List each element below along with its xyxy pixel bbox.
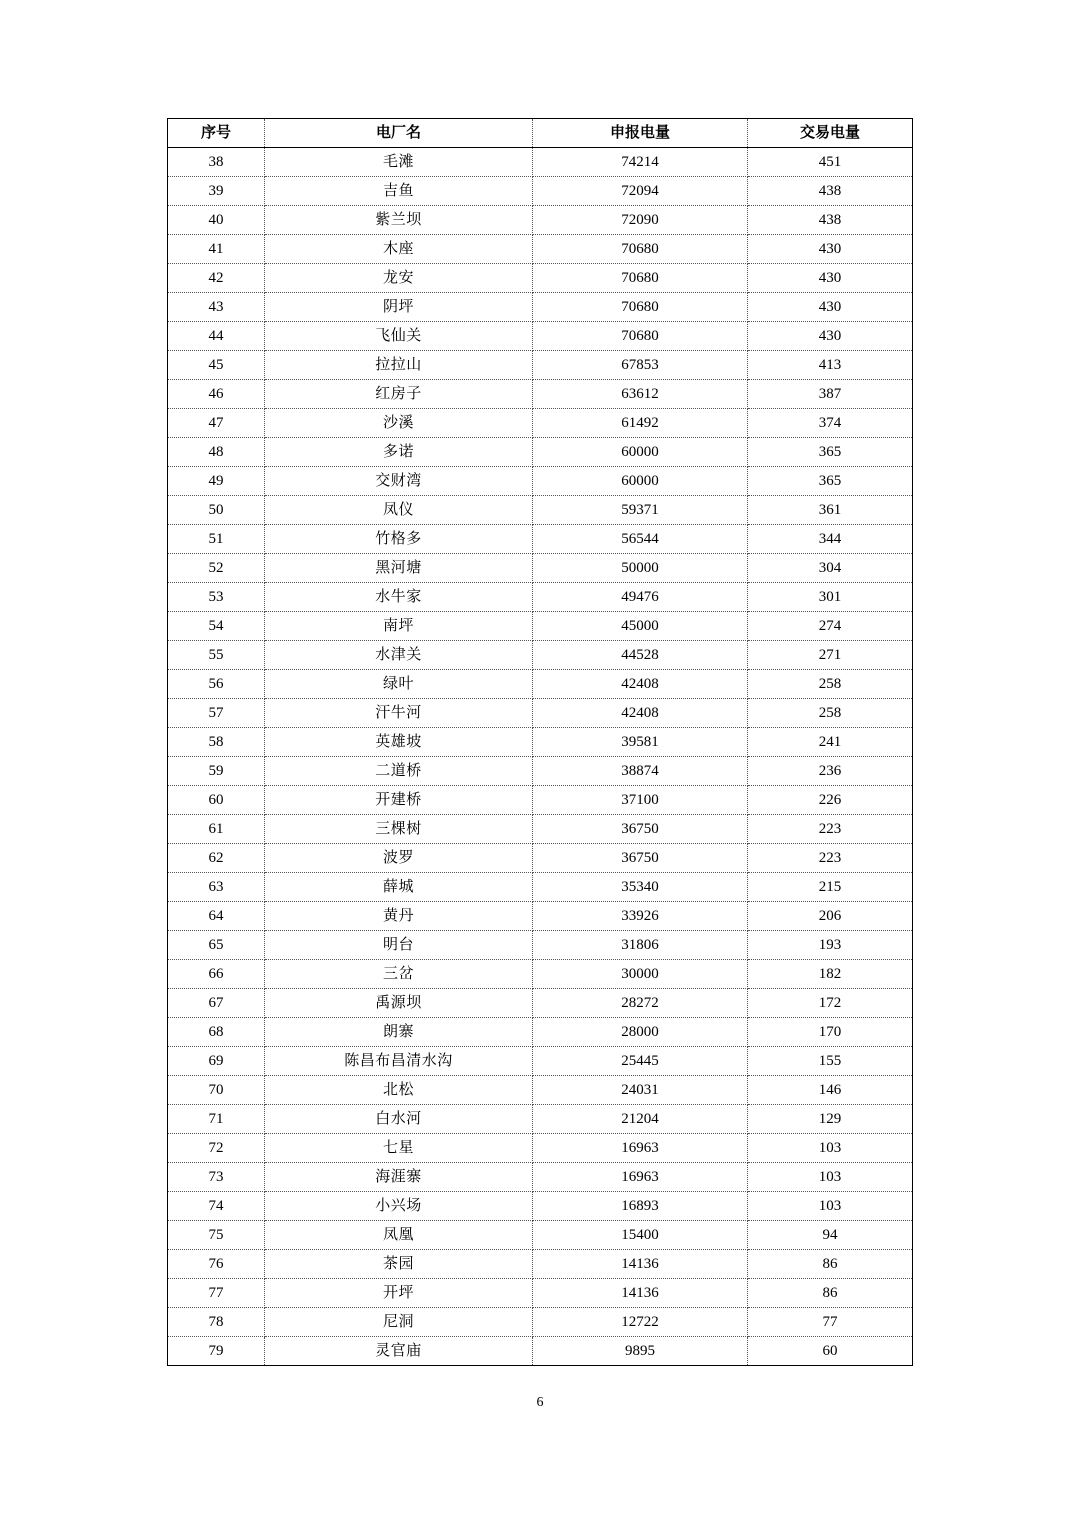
cell-plant-name: 汗牛河 xyxy=(265,699,533,728)
cell-plant-name: 小兴场 xyxy=(265,1192,533,1221)
cell-declared-power: 9895 xyxy=(533,1337,748,1366)
cell-declared-power: 30000 xyxy=(533,960,748,989)
cell-plant-name: 波罗 xyxy=(265,844,533,873)
cell-declared-power: 72090 xyxy=(533,206,748,235)
cell-plant-name: 绿叶 xyxy=(265,670,533,699)
cell-traded-power: 129 xyxy=(748,1105,913,1134)
cell-traded-power: 301 xyxy=(748,583,913,612)
table-row xyxy=(168,960,913,989)
cell-traded-power: 258 xyxy=(748,699,913,728)
cell-traded-power: 226 xyxy=(748,786,913,815)
table-row xyxy=(168,786,913,815)
cell-traded-power: 182 xyxy=(748,960,913,989)
cell-index: 42 xyxy=(168,264,265,293)
table-body xyxy=(168,148,913,1366)
cell-plant-name: 茶园 xyxy=(265,1250,533,1279)
cell-declared-power: 28000 xyxy=(533,1018,748,1047)
table-row xyxy=(168,1337,913,1366)
table-row xyxy=(168,1308,913,1337)
cell-plant-name: 开建桥 xyxy=(265,786,533,815)
table-row xyxy=(168,1076,913,1105)
cell-plant-name: 多诺 xyxy=(265,438,533,467)
cell-index: 73 xyxy=(168,1163,265,1192)
cell-traded-power: 86 xyxy=(748,1250,913,1279)
table-row xyxy=(168,902,913,931)
cell-plant-name: 阴坪 xyxy=(265,293,533,322)
power-plant-table xyxy=(167,118,913,1366)
cell-index: 64 xyxy=(168,902,265,931)
column-header-plant-name: 电厂名 xyxy=(265,119,533,148)
cell-declared-power: 59371 xyxy=(533,496,748,525)
cell-index: 60 xyxy=(168,786,265,815)
cell-index: 48 xyxy=(168,438,265,467)
cell-traded-power: 172 xyxy=(748,989,913,1018)
cell-traded-power: 215 xyxy=(748,873,913,902)
cell-traded-power: 274 xyxy=(748,612,913,641)
cell-declared-power: 42408 xyxy=(533,670,748,699)
table-row xyxy=(168,351,913,380)
table-row xyxy=(168,206,913,235)
cell-index: 76 xyxy=(168,1250,265,1279)
cell-index: 72 xyxy=(168,1134,265,1163)
cell-traded-power: 451 xyxy=(748,148,913,177)
cell-declared-power: 56544 xyxy=(533,525,748,554)
cell-index: 53 xyxy=(168,583,265,612)
cell-declared-power: 44528 xyxy=(533,641,748,670)
cell-index: 41 xyxy=(168,235,265,264)
cell-traded-power: 170 xyxy=(748,1018,913,1047)
table-row xyxy=(168,844,913,873)
cell-traded-power: 103 xyxy=(748,1134,913,1163)
cell-index: 39 xyxy=(168,177,265,206)
cell-index: 70 xyxy=(168,1076,265,1105)
cell-traded-power: 430 xyxy=(748,322,913,351)
table-row xyxy=(168,322,913,351)
cell-traded-power: 223 xyxy=(748,844,913,873)
cell-traded-power: 86 xyxy=(748,1279,913,1308)
cell-plant-name: 红房子 xyxy=(265,380,533,409)
cell-plant-name: 木座 xyxy=(265,235,533,264)
cell-plant-name: 三棵树 xyxy=(265,815,533,844)
cell-index: 63 xyxy=(168,873,265,902)
cell-traded-power: 94 xyxy=(748,1221,913,1250)
cell-declared-power: 70680 xyxy=(533,235,748,264)
cell-declared-power: 39581 xyxy=(533,728,748,757)
cell-index: 62 xyxy=(168,844,265,873)
table-row xyxy=(168,670,913,699)
cell-index: 38 xyxy=(168,148,265,177)
cell-declared-power: 49476 xyxy=(533,583,748,612)
table-row xyxy=(168,293,913,322)
cell-traded-power: 103 xyxy=(748,1192,913,1221)
cell-traded-power: 430 xyxy=(748,235,913,264)
cell-traded-power: 60 xyxy=(748,1337,913,1366)
cell-index: 68 xyxy=(168,1018,265,1047)
table-row xyxy=(168,438,913,467)
cell-traded-power: 77 xyxy=(748,1308,913,1337)
cell-declared-power: 70680 xyxy=(533,264,748,293)
table-row xyxy=(168,873,913,902)
cell-index: 55 xyxy=(168,641,265,670)
cell-index: 50 xyxy=(168,496,265,525)
cell-index: 67 xyxy=(168,989,265,1018)
cell-plant-name: 海涯寨 xyxy=(265,1163,533,1192)
cell-declared-power: 67853 xyxy=(533,351,748,380)
table-row xyxy=(168,1018,913,1047)
cell-plant-name: 禹源坝 xyxy=(265,989,533,1018)
cell-plant-name: 三岔 xyxy=(265,960,533,989)
cell-declared-power: 37100 xyxy=(533,786,748,815)
table-header-row xyxy=(168,119,913,148)
table-row xyxy=(168,1279,913,1308)
cell-declared-power: 33926 xyxy=(533,902,748,931)
cell-index: 77 xyxy=(168,1279,265,1308)
cell-index: 69 xyxy=(168,1047,265,1076)
cell-declared-power: 61492 xyxy=(533,409,748,438)
cell-traded-power: 206 xyxy=(748,902,913,931)
table-row xyxy=(168,1163,913,1192)
column-header-declared-power: 申报电量 xyxy=(533,119,748,148)
column-header-index: 序号 xyxy=(168,119,265,148)
table-row xyxy=(168,583,913,612)
cell-index: 54 xyxy=(168,612,265,641)
cell-declared-power: 31806 xyxy=(533,931,748,960)
cell-plant-name: 黑河塘 xyxy=(265,554,533,583)
cell-declared-power: 16893 xyxy=(533,1192,748,1221)
cell-traded-power: 387 xyxy=(748,380,913,409)
cell-index: 44 xyxy=(168,322,265,351)
cell-traded-power: 258 xyxy=(748,670,913,699)
cell-plant-name: 二道桥 xyxy=(265,757,533,786)
cell-declared-power: 36750 xyxy=(533,844,748,873)
table-row xyxy=(168,1192,913,1221)
cell-plant-name: 北松 xyxy=(265,1076,533,1105)
cell-index: 47 xyxy=(168,409,265,438)
table-header xyxy=(168,119,913,148)
page-number: 6 xyxy=(536,1395,544,1410)
cell-plant-name: 水津关 xyxy=(265,641,533,670)
table-row xyxy=(168,467,913,496)
cell-index: 45 xyxy=(168,351,265,380)
table-row xyxy=(168,815,913,844)
table-row xyxy=(168,380,913,409)
cell-declared-power: 12722 xyxy=(533,1308,748,1337)
cell-traded-power: 236 xyxy=(748,757,913,786)
cell-plant-name: 吉鱼 xyxy=(265,177,533,206)
cell-traded-power: 361 xyxy=(748,496,913,525)
cell-declared-power: 63612 xyxy=(533,380,748,409)
cell-traded-power: 146 xyxy=(748,1076,913,1105)
cell-plant-name: 朗寨 xyxy=(265,1018,533,1047)
cell-declared-power: 36750 xyxy=(533,815,748,844)
cell-index: 79 xyxy=(168,1337,265,1366)
cell-index: 51 xyxy=(168,525,265,554)
cell-index: 57 xyxy=(168,699,265,728)
cell-index: 71 xyxy=(168,1105,265,1134)
cell-plant-name: 水牛家 xyxy=(265,583,533,612)
table-row xyxy=(168,757,913,786)
cell-traded-power: 223 xyxy=(748,815,913,844)
cell-plant-name: 紫兰坝 xyxy=(265,206,533,235)
table-row xyxy=(168,525,913,554)
cell-traded-power: 103 xyxy=(748,1163,913,1192)
table-row xyxy=(168,931,913,960)
cell-traded-power: 241 xyxy=(748,728,913,757)
cell-plant-name: 明台 xyxy=(265,931,533,960)
cell-declared-power: 70680 xyxy=(533,293,748,322)
table-row xyxy=(168,1250,913,1279)
cell-traded-power: 438 xyxy=(748,177,913,206)
cell-declared-power: 50000 xyxy=(533,554,748,583)
table-row xyxy=(168,177,913,206)
cell-declared-power: 74214 xyxy=(533,148,748,177)
cell-declared-power: 25445 xyxy=(533,1047,748,1076)
cell-index: 65 xyxy=(168,931,265,960)
cell-declared-power: 42408 xyxy=(533,699,748,728)
cell-declared-power: 60000 xyxy=(533,467,748,496)
cell-traded-power: 271 xyxy=(748,641,913,670)
cell-traded-power: 413 xyxy=(748,351,913,380)
cell-traded-power: 365 xyxy=(748,467,913,496)
table-row xyxy=(168,728,913,757)
cell-plant-name: 灵官庙 xyxy=(265,1337,533,1366)
cell-plant-name: 飞仙关 xyxy=(265,322,533,351)
table-row xyxy=(168,264,913,293)
cell-index: 78 xyxy=(168,1308,265,1337)
cell-declared-power: 16963 xyxy=(533,1163,748,1192)
table-row xyxy=(168,989,913,1018)
cell-traded-power: 430 xyxy=(748,264,913,293)
cell-declared-power: 21204 xyxy=(533,1105,748,1134)
table-row xyxy=(168,496,913,525)
cell-traded-power: 155 xyxy=(748,1047,913,1076)
cell-index: 46 xyxy=(168,380,265,409)
cell-index: 75 xyxy=(168,1221,265,1250)
cell-declared-power: 60000 xyxy=(533,438,748,467)
cell-plant-name: 七星 xyxy=(265,1134,533,1163)
cell-traded-power: 430 xyxy=(748,293,913,322)
cell-plant-name: 交财湾 xyxy=(265,467,533,496)
cell-plant-name: 龙安 xyxy=(265,264,533,293)
table-row xyxy=(168,409,913,438)
cell-index: 58 xyxy=(168,728,265,757)
table-row xyxy=(168,148,913,177)
cell-plant-name: 英雄坡 xyxy=(265,728,533,757)
cell-declared-power: 72094 xyxy=(533,177,748,206)
cell-index: 59 xyxy=(168,757,265,786)
table-row xyxy=(168,699,913,728)
cell-index: 61 xyxy=(168,815,265,844)
cell-plant-name: 开坪 xyxy=(265,1279,533,1308)
cell-index: 52 xyxy=(168,554,265,583)
table-row xyxy=(168,641,913,670)
cell-plant-name: 南坪 xyxy=(265,612,533,641)
cell-index: 66 xyxy=(168,960,265,989)
cell-declared-power: 15400 xyxy=(533,1221,748,1250)
cell-traded-power: 304 xyxy=(748,554,913,583)
table-row xyxy=(168,554,913,583)
cell-plant-name: 拉拉山 xyxy=(265,351,533,380)
cell-declared-power: 24031 xyxy=(533,1076,748,1105)
cell-plant-name: 毛滩 xyxy=(265,148,533,177)
column-header-traded-power: 交易电量 xyxy=(748,119,913,148)
table-row xyxy=(168,1134,913,1163)
cell-index: 56 xyxy=(168,670,265,699)
cell-index: 74 xyxy=(168,1192,265,1221)
cell-traded-power: 374 xyxy=(748,409,913,438)
cell-traded-power: 344 xyxy=(748,525,913,554)
table-row xyxy=(168,1221,913,1250)
cell-traded-power: 365 xyxy=(748,438,913,467)
cell-index: 43 xyxy=(168,293,265,322)
cell-index: 40 xyxy=(168,206,265,235)
cell-index: 49 xyxy=(168,467,265,496)
cell-plant-name: 凤凰 xyxy=(265,1221,533,1250)
cell-plant-name: 陈昌布昌清水沟 xyxy=(265,1047,533,1076)
cell-plant-name: 白水河 xyxy=(265,1105,533,1134)
cell-plant-name: 尼洞 xyxy=(265,1308,533,1337)
cell-plant-name: 沙溪 xyxy=(265,409,533,438)
cell-declared-power: 28272 xyxy=(533,989,748,1018)
cell-declared-power: 70680 xyxy=(533,322,748,351)
cell-plant-name: 竹格多 xyxy=(265,525,533,554)
table-row xyxy=(168,1105,913,1134)
cell-traded-power: 193 xyxy=(748,931,913,960)
table-row xyxy=(168,612,913,641)
cell-plant-name: 凤仪 xyxy=(265,496,533,525)
cell-declared-power: 45000 xyxy=(533,612,748,641)
cell-declared-power: 14136 xyxy=(533,1279,748,1308)
cell-plant-name: 薛城 xyxy=(265,873,533,902)
table-row xyxy=(168,1047,913,1076)
table-row xyxy=(168,235,913,264)
cell-declared-power: 35340 xyxy=(533,873,748,902)
cell-traded-power: 438 xyxy=(748,206,913,235)
cell-declared-power: 38874 xyxy=(533,757,748,786)
cell-declared-power: 14136 xyxy=(533,1250,748,1279)
cell-plant-name: 黄丹 xyxy=(265,902,533,931)
cell-declared-power: 16963 xyxy=(533,1134,748,1163)
